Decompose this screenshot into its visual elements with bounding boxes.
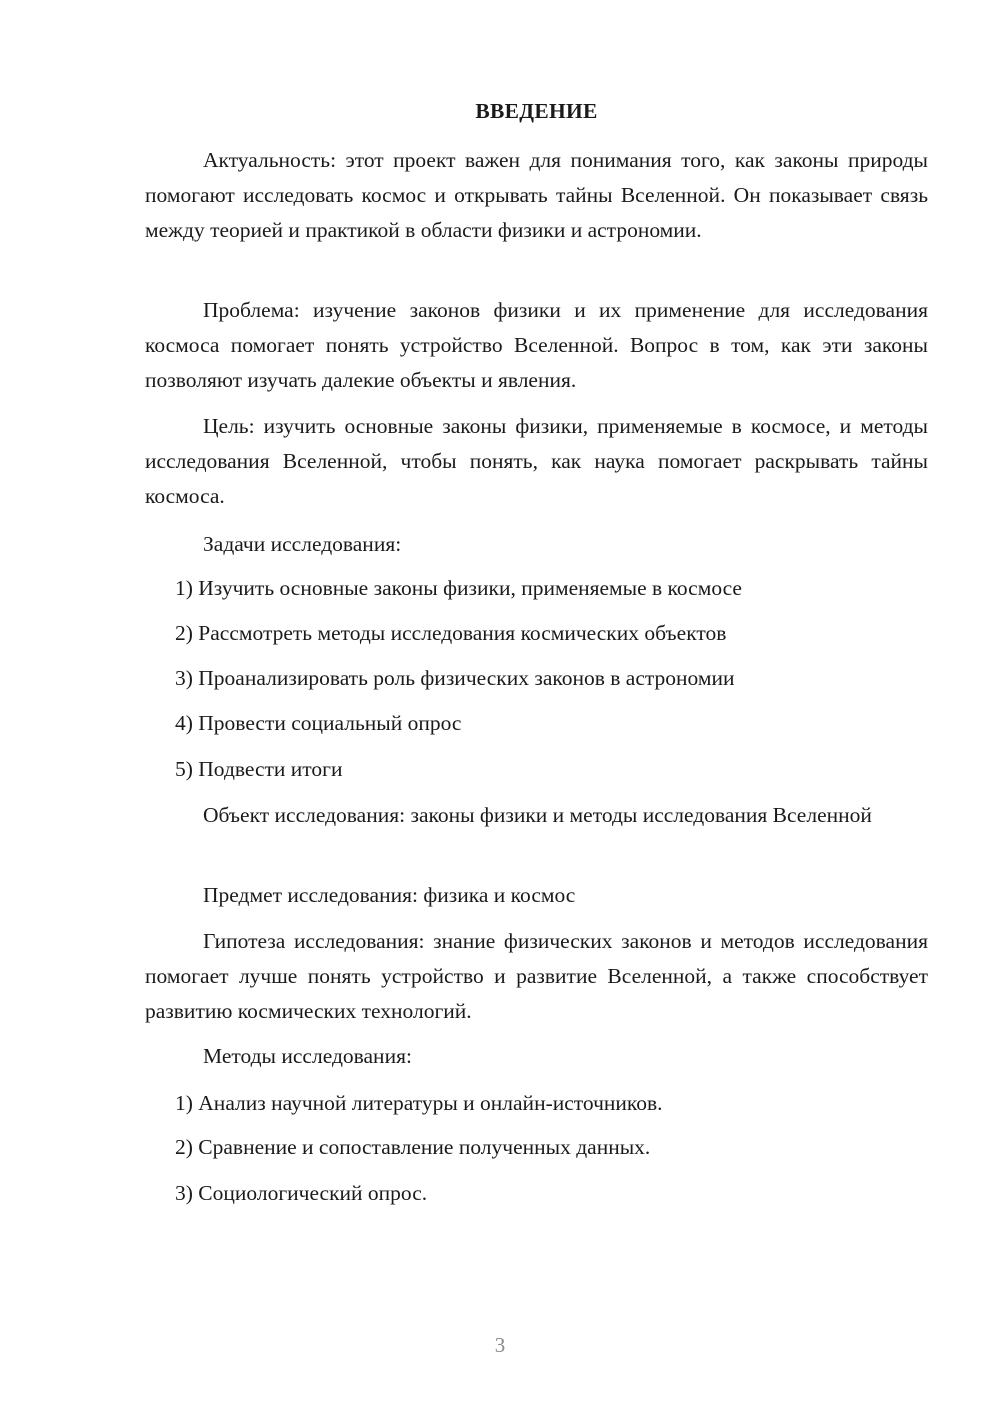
method-item-2: 2) Сравнение и сопоставление полученных данных. [175, 1135, 651, 1159]
methods-heading: Методы исследования: [203, 1044, 412, 1068]
page-number: 3 [494, 1333, 506, 1357]
task-item-2: 2) Рассмотреть методы исследования космических объектов [175, 621, 727, 645]
task-item-5: 5) Подвести итоги [175, 757, 343, 781]
hypothesis-paragraph: Гипотеза исследования: знание физических законов и методов исследования помогает лучше понять устройство и развитие Вселенной, а также способствует развитию космических технологий. [145, 929, 928, 1023]
task-item-3: 3) Проанализировать роль физических законов в астрономии [175, 666, 735, 690]
document-page [145, 0, 928, 1414]
object-paragraph: Объект исследования: законы физики и методы исследования Вселенной [203, 803, 872, 827]
goal-paragraph: Цель: изучить основные законы физики, применяемые в космосе, и методы исследования Вселенной, чтобы понять, как наука помогает раскрывать тайны космоса. [145, 414, 928, 508]
task-item-4: 4) Провести социальный опрос [175, 711, 462, 735]
method-item-1: 1) Анализ научной литературы и онлайн-источников. [175, 1091, 663, 1115]
method-item-3: 3) Социологический опрос. [175, 1181, 428, 1205]
problem-paragraph: Проблема: изучение законов физики и их применение для исследования космоса помогает понять устройство Вселенной. Вопрос в том, как эти законы позволяют изучать далекие объекты и явления. [145, 298, 928, 392]
subject-paragraph: Предмет исследования: физика и космос [203, 883, 576, 907]
tasks-heading: Задачи исследования: [203, 532, 402, 556]
section-title: ВВЕДЕНИЕ [475, 99, 598, 123]
task-item-1: 1) Изучить основные законы физики, применяемые в космосе [175, 576, 742, 600]
relevance-paragraph: Актуальность: этот проект важен для понимания того, как законы природы помогают исследовать космос и открывать тайны Вселенной. Он показывает связь между теорией и практикой в области физики и астрономии. [145, 148, 928, 242]
